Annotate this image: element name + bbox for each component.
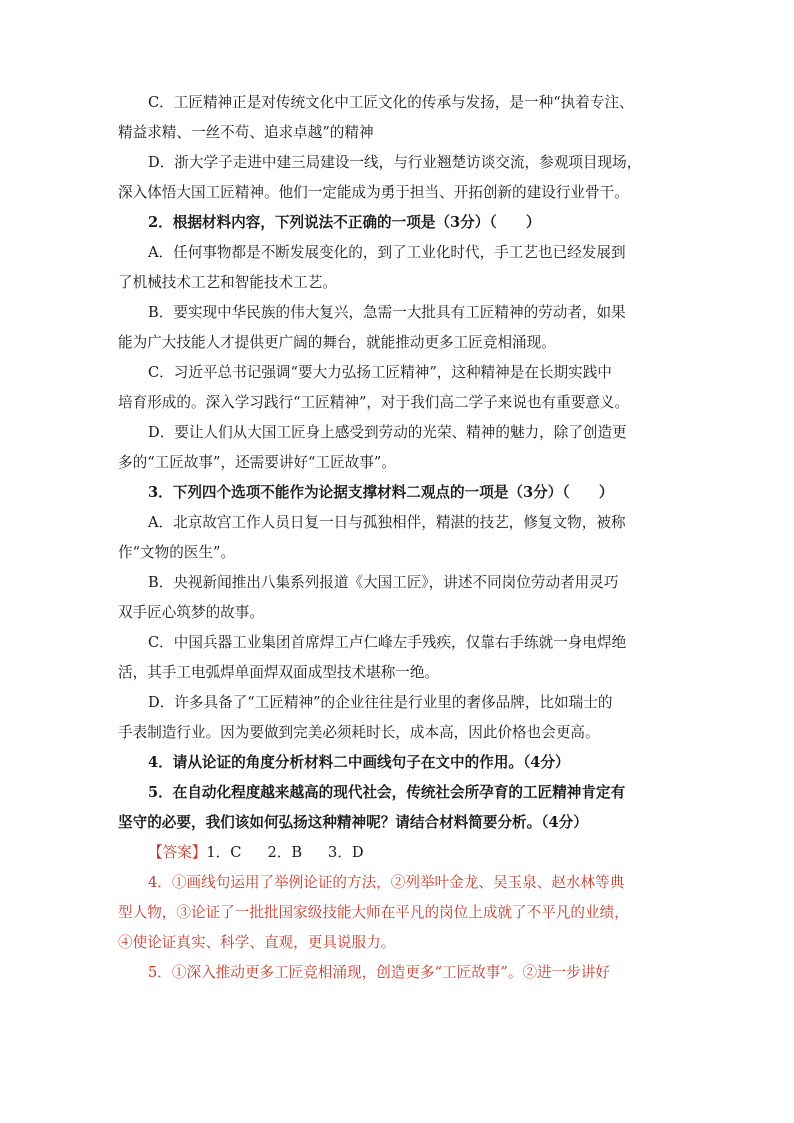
q3-option-a-line2: 作“文物的医生”。	[118, 544, 236, 561]
answer-line	[118, 838, 684, 868]
q5-stem-line2: 坚守的必要，我们该如何弘扬这种精神呢？请结合材料简要分析。（4分）	[118, 814, 588, 831]
q3-option-d-line2: 手表制造行业。因为要做到完美必须耗时长，成本高，因此价格也会更高。	[118, 724, 600, 741]
q2-option-d-line2: 多的“工匠故事”，还需要讲好“工匠故事”。	[118, 454, 396, 471]
answer-5-line1: 5．①深入推动更多工匠竞相涌现，创造更多“工匠故事”。②进一步讲好	[148, 964, 611, 981]
q3-option-d-line1: D．许多具备了“工匠精神”的企业往往是行业里的奢侈品牌，比如瑞士的	[148, 694, 613, 711]
q3-option-c-line1: C．中国兵器工业集团首席焊工卢仁峰左手残疾，仅靠右手练就一身电焊绝	[148, 634, 627, 651]
q1-option-d-line2: 深入体悟大国工匠精神。他们一定能成为勇于担当、开拓创新的建设行业骨干。	[118, 184, 629, 201]
q2-option-d-line1: D．要让人们从大国工匠身上感受到劳动的光荣、精神的魅力，除了创造更	[148, 424, 627, 441]
q4-stem: 4．请从论证的角度分析材料二中画线句子在文中的作用。（4分）	[148, 754, 570, 771]
q1-option-d-line1: D．浙大学子走进中建三局建设一线，与行业翘楚访谈交流，参观项目现场，	[148, 154, 642, 171]
q1-option-c-line1: C．工匠精神正是对传统文化中工匠文化的传承与发扬，是一种“执着专注、	[148, 94, 634, 111]
answer-3: 3．D	[328, 844, 364, 861]
q2-option-a-line2: 了机械技术工艺和智能技术工艺。	[118, 274, 337, 291]
q3-stem: 3．下列四个选项不能作为论据支撑材料二观点的一项是（3分）（ ）	[148, 484, 614, 501]
q2-option-c-line1: C．习近平总书记强调“要大力弘扬工匠精神”，这种精神是在长期实践中	[148, 364, 612, 381]
q3-option-c-line2: 活，其手工电弧焊单面焊双面成型技术堪称一绝。	[118, 664, 440, 681]
answer-label: 【答案】	[148, 844, 207, 861]
document-body	[118, 88, 684, 988]
answer-4-line2: 型人物，③论证了一批批国家级技能大师在平凡的岗位上成就了不平凡的业绩，	[118, 904, 629, 921]
q3-option-b-line2: 双手匠心筑梦的故事。	[118, 604, 264, 621]
answer-4-line1: 4．①画线句运用了举例论证的方法，②列举叶金龙、吴玉泉、赵水林等典	[148, 874, 625, 891]
answer-2: 2．B	[267, 844, 303, 861]
q5-stem-line1: 5．在自动化程度越来越高的现代社会，传统社会所孕育的工匠精神肯定有	[148, 784, 626, 801]
q2-option-b-line2: 能为广大技能人才提供更广阔的舞台，就能推动更多工匠竞相涌现。	[118, 334, 556, 351]
q2-option-a-line1: A．任何事物都是不断发展变化的，到了工业化时代，手工艺也已经发展到	[148, 244, 626, 261]
q2-stem: 2．根据材料内容，下列说法不正确的一项是（3分）（ ）	[148, 214, 541, 231]
q3-option-b-line1: B．央视新闻推出八集系列报道《大国工匠》，讲述不同岗位劳动者用灵巧	[148, 574, 619, 591]
answer-1: 1．C	[206, 844, 242, 861]
answer-4-line3: ④使论证真实、科学、直观，更具说服力。	[118, 934, 396, 951]
q3-option-a-line1: A．北京故宫工作人员日复一日与孤独相伴，精湛的技艺，修复文物，被称	[148, 514, 626, 531]
q2-option-b-line1: B．要实现中华民族的伟大复兴，急需一大批具有工匠精神的劳动者，如果	[148, 304, 626, 321]
q2-option-c-line2: 培育形成的。深入学习践行“工匠精神”，对于我们高二学子来说也有重要意义。	[118, 394, 630, 411]
q1-option-c-line2: 精益求精、一丝不苟、追求卓越”的精神	[118, 124, 374, 141]
